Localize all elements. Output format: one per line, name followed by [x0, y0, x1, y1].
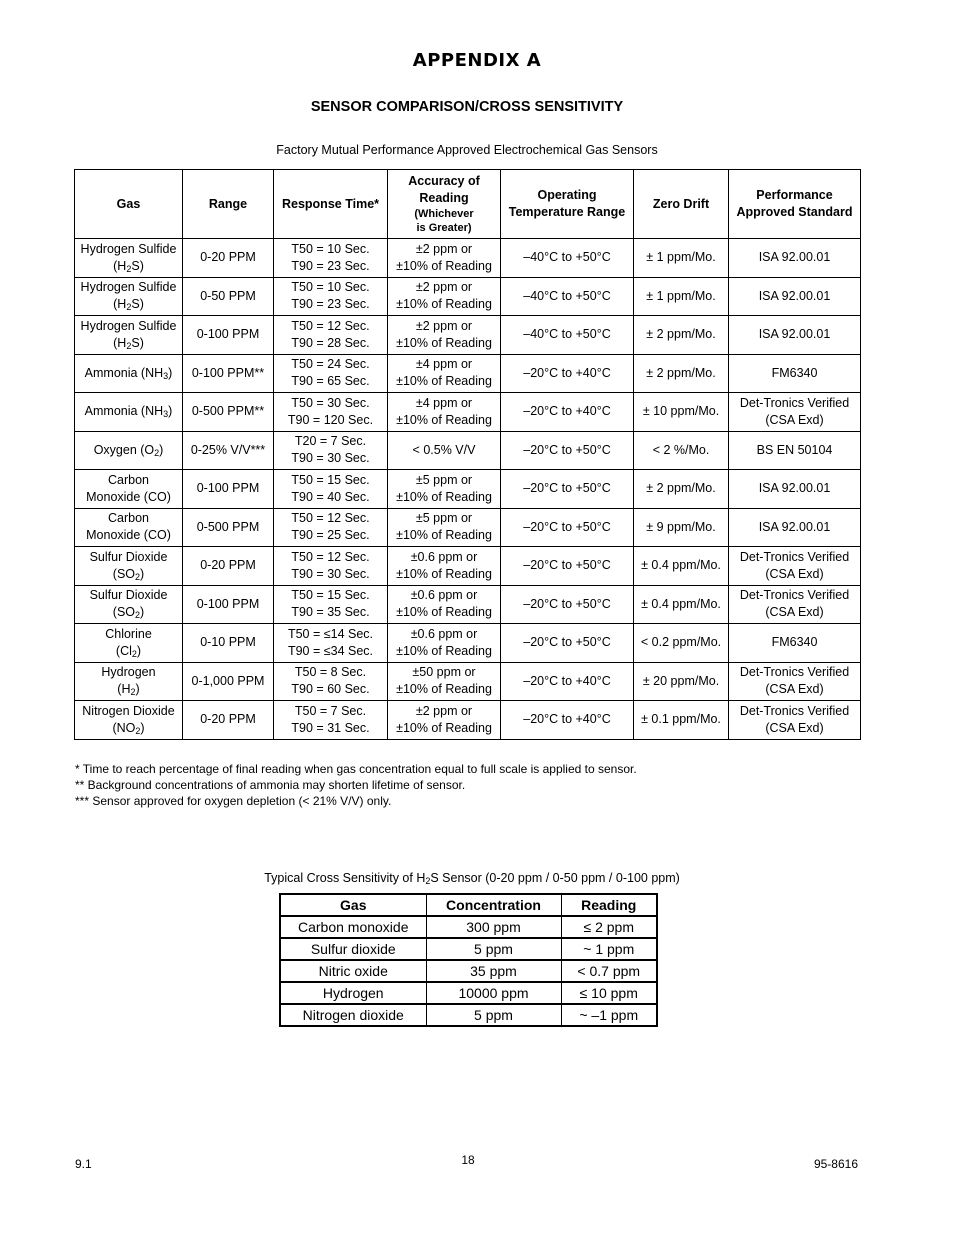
zero-drift-cell: ± 9 ppm/Mo. [634, 508, 729, 547]
gas-cell [75, 239, 183, 278]
cross-header-gas: Gas [280, 894, 426, 916]
zero-drift-cell: < 0.2 ppm/Mo. [634, 624, 729, 663]
table-row [280, 960, 657, 982]
accuracy-line2: ±10% of Reading [396, 374, 492, 389]
zero-drift-cell: ± 2 ppm/Mo. [634, 354, 729, 393]
temperature-cell: –40°C to +50°C [501, 239, 634, 278]
gas-cell [75, 624, 183, 663]
accuracy-line1: ±2 ppm or [415, 703, 473, 718]
response-t90: T90 = ≤34 Sec. [287, 643, 374, 658]
accuracy-line2: ±10% of Reading [396, 643, 492, 658]
response-t90: T90 = 28 Sec. [291, 335, 370, 350]
range-cell: 0-20 PPM [183, 239, 274, 278]
gas-name-line2: Monoxide (CO) [86, 489, 171, 504]
page-number: 18 [461, 1153, 475, 1167]
gas-formula-subscript: 2 [135, 571, 141, 582]
table-row [75, 431, 861, 470]
response-t50: T50 = 30 Sec. [291, 395, 370, 410]
gas-name-suffix: S) [131, 258, 144, 273]
revision-number: 9.1 [75, 1157, 92, 1171]
zero-drift-cell: ± 2 ppm/Mo. [634, 470, 729, 509]
cross-caption-part: S Sensor (0-20 ppm / 0-50 ppm / 0-100 ppm) [430, 871, 680, 885]
gas-name-line2: (H [117, 682, 131, 697]
header-temperature-line1: Operating [537, 188, 597, 202]
document-number: 95-8616 [813, 1157, 858, 1171]
range-cell: 0-20 PPM [183, 701, 274, 740]
temperature-cell: –40°C to +50°C [501, 277, 634, 316]
gas-formula-subscript: 2 [130, 687, 136, 698]
gas-cell [75, 393, 183, 432]
header-accuracy [388, 170, 501, 239]
standard-cell [729, 393, 861, 432]
gas-name-line2: (SO [112, 605, 136, 620]
gas-name-line2: Monoxide (CO) [86, 528, 171, 543]
cross-caption-subscript: 2 [425, 876, 431, 886]
section-title: SENSOR COMPARISON/CROSS SENSITIVITY [310, 99, 624, 115]
table-row [75, 354, 861, 393]
range-cell: 0-100 PPM [183, 316, 274, 355]
header-standard-line1: Performance [756, 188, 833, 202]
range-cell: 0-25% V/V*** [183, 431, 274, 470]
range-cell: 0-500 PPM [183, 508, 274, 547]
header-gas: Gas [75, 170, 183, 239]
cross-gas-cell: Nitrogen dioxide [280, 1004, 426, 1026]
accuracy-line1: ±50 ppm or [412, 665, 476, 680]
range-cell: 0-100 PPM** [183, 354, 274, 393]
response-t90: T90 = 23 Sec. [291, 258, 370, 273]
gas-cell [75, 277, 183, 316]
header-zero-drift: Zero Drift [634, 170, 729, 239]
response-time-cell [274, 277, 388, 316]
accuracy-line1: ±2 ppm or [415, 318, 473, 333]
cross-reading-cell: ~ –1 ppm [561, 1004, 657, 1026]
accuracy-line2: ±10% of Reading [396, 566, 492, 581]
cross-concentration-cell: 10000 ppm [426, 982, 561, 1004]
response-t50: T50 = 7 Sec. [294, 703, 367, 718]
accuracy-cell [388, 393, 501, 432]
table-row [280, 1004, 657, 1026]
gas-name-line2: Oxygen (O [93, 442, 155, 457]
gas-name-line2: (H [113, 335, 127, 350]
response-time-cell [274, 316, 388, 355]
accuracy-cell [388, 354, 501, 393]
accuracy-line1: ±0.6 ppm or [410, 626, 478, 641]
response-t90: T90 = 120 Sec. [287, 412, 374, 427]
accuracy-line1: ±2 ppm or [415, 280, 473, 295]
cross-concentration-cell: 300 ppm [426, 916, 561, 938]
accuracy-line1: ±2 ppm or [415, 241, 473, 256]
footnotes [75, 761, 637, 809]
response-t90: T90 = 35 Sec. [291, 605, 370, 620]
gas-name-suffix: ) [159, 442, 164, 457]
standard-line2: (CSA Exd) [765, 682, 824, 697]
gas-name-suffix: ) [135, 682, 140, 697]
response-t50: T50 = 15 Sec. [291, 588, 370, 603]
standard-line1: Det-Tronics Verified [739, 665, 850, 680]
standard-line1: FM6340 [771, 365, 818, 380]
response-t90: T90 = 25 Sec. [291, 528, 370, 543]
cross-header-row [280, 894, 657, 916]
temperature-cell: –40°C to +50°C [501, 316, 634, 355]
range-cell: 0-100 PPM [183, 585, 274, 624]
response-t50: T50 = ≤14 Sec. [287, 626, 374, 641]
table-row [280, 982, 657, 1004]
footnote: * Time to reach percentage of final reading when gas concentration equal to full scale is applied to sensor. [75, 762, 637, 776]
gas-name-suffix: ) [140, 605, 145, 620]
zero-drift-cell: ± 2 ppm/Mo. [634, 316, 729, 355]
cross-reading-cell: ≤ 10 ppm [561, 982, 657, 1004]
gas-name-line2: (NO [112, 720, 136, 735]
table-row [75, 547, 861, 586]
table-row [75, 316, 861, 355]
accuracy-cell [388, 624, 501, 663]
accuracy-line1: < 0.5% V/V [412, 442, 476, 457]
gas-formula-subscript: 2 [126, 263, 132, 274]
zero-drift-cell: ± 10 ppm/Mo. [634, 393, 729, 432]
gas-name-line1: Hydrogen Sulfide [80, 280, 177, 295]
standard-cell [729, 585, 861, 624]
standard-line2: (CSA Exd) [765, 720, 824, 735]
gas-name-suffix: ) [168, 404, 173, 419]
response-t90: T90 = 65 Sec. [291, 374, 370, 389]
accuracy-line2: ±10% of Reading [396, 682, 492, 697]
temperature-cell: –20°C to +40°C [501, 701, 634, 740]
zero-drift-cell: < 2 %/Mo. [634, 431, 729, 470]
gas-cell [75, 547, 183, 586]
response-time-cell [274, 354, 388, 393]
response-t50: T50 = 15 Sec. [291, 472, 370, 487]
cross-table-caption [0, 871, 944, 885]
cross-reading-cell: ~ 1 ppm [561, 938, 657, 960]
response-t50: T20 = 7 Sec. [294, 434, 367, 449]
standard-line1: ISA 92.00.01 [758, 288, 831, 303]
gas-cell [75, 431, 183, 470]
accuracy-cell [388, 585, 501, 624]
range-cell: 0-10 PPM [183, 624, 274, 663]
accuracy-line1: ±5 ppm or [415, 472, 473, 487]
standard-line1: BS EN 50104 [756, 442, 833, 457]
gas-name-line1: Hydrogen Sulfide [80, 318, 177, 333]
accuracy-line2: ±10% of Reading [396, 297, 492, 312]
cross-sensitivity-table [279, 893, 658, 1027]
accuracy-line1: ±4 ppm or [415, 395, 473, 410]
table-row [280, 916, 657, 938]
standard-line1: ISA 92.00.01 [758, 327, 831, 342]
gas-cell [75, 316, 183, 355]
standard-cell [729, 470, 861, 509]
gas-formula-subscript: 2 [126, 340, 132, 351]
gas-name-line2: Ammonia (NH [84, 365, 164, 380]
standard-cell [729, 354, 861, 393]
response-time-cell [274, 624, 388, 663]
gas-cell [75, 662, 183, 701]
standard-cell [729, 316, 861, 355]
accuracy-cell [388, 316, 501, 355]
response-t90: T90 = 30 Sec. [291, 566, 370, 581]
header-row [75, 170, 861, 239]
standard-cell [729, 624, 861, 663]
standard-cell [729, 277, 861, 316]
gas-name-line2: (Cl [115, 643, 132, 658]
accuracy-line2: ±10% of Reading [396, 720, 492, 735]
zero-drift-cell: ± 0.1 ppm/Mo. [634, 701, 729, 740]
response-time-cell [274, 470, 388, 509]
response-time-cell [274, 585, 388, 624]
appendix-title: APPENDIX A [412, 50, 542, 71]
accuracy-line2: ±10% of Reading [396, 528, 492, 543]
gas-formula-subscript: 2 [131, 648, 137, 659]
gas-name-line1: Nitrogen Dioxide [82, 703, 175, 718]
gas-name-line1: Carbon [108, 472, 149, 487]
main-table-caption: Factory Mutual Performance Approved Electrochemical Gas Sensors [276, 143, 658, 157]
gas-cell [75, 470, 183, 509]
cross-gas-cell: Nitric oxide [280, 960, 426, 982]
cross-concentration-cell: 35 ppm [426, 960, 561, 982]
header-temperature [501, 170, 634, 239]
header-response-time: Response Time* [274, 170, 388, 239]
zero-drift-cell: ± 1 ppm/Mo. [634, 277, 729, 316]
gas-name-line2: (SO [112, 566, 136, 581]
table-row [75, 508, 861, 547]
gas-formula-subscript: 2 [126, 302, 132, 313]
response-t50: T50 = 10 Sec. [291, 280, 370, 295]
gas-formula-subscript: 3 [163, 370, 169, 381]
accuracy-line1: ±5 ppm or [415, 511, 473, 526]
accuracy-line2: ±10% of Reading [396, 258, 492, 273]
accuracy-line2: ±10% of Reading [396, 335, 492, 350]
standard-line1: ISA 92.00.01 [758, 519, 831, 534]
header-standard-line2: Approved Standard [736, 205, 853, 219]
gas-name-suffix: ) [136, 643, 142, 658]
gas-name-line2: (H [113, 258, 127, 273]
response-t90: T90 = 60 Sec. [291, 682, 370, 697]
table-row [75, 585, 861, 624]
gas-name-line1: Sulfur Dioxide [89, 588, 168, 603]
zero-drift-cell: ± 20 ppm/Mo. [634, 662, 729, 701]
response-time-cell [274, 701, 388, 740]
range-cell: 0-500 PPM** [183, 393, 274, 432]
gas-cell [75, 585, 183, 624]
standard-line1: Det-Tronics Verified [739, 549, 850, 564]
header-accuracy-note1: (Whichever [414, 208, 474, 220]
standard-cell [729, 701, 861, 740]
zero-drift-cell: ± 0.4 ppm/Mo. [634, 547, 729, 586]
cross-gas-cell: Carbon monoxide [280, 916, 426, 938]
header-accuracy-line2: Reading [419, 191, 469, 205]
gas-name-suffix: ) [140, 720, 145, 735]
gas-cell [75, 508, 183, 547]
header-accuracy-line1: Accuracy of [408, 174, 480, 188]
standard-cell [729, 662, 861, 701]
accuracy-line2: ±10% of Reading [396, 489, 492, 504]
zero-drift-cell: ± 1 ppm/Mo. [634, 239, 729, 278]
response-t50: T50 = 8 Sec. [294, 665, 367, 680]
standard-line1: ISA 92.00.01 [758, 250, 831, 265]
range-cell: 0-50 PPM [183, 277, 274, 316]
accuracy-line1: ±0.6 ppm or [410, 549, 478, 564]
cross-gas-cell: Sulfur dioxide [280, 938, 426, 960]
cross-caption-part: Typical Cross Sensitivity of H [264, 871, 426, 885]
gas-name-suffix: ) [140, 566, 145, 581]
table-row [75, 393, 861, 432]
standard-line2: (CSA Exd) [765, 605, 824, 620]
gas-cell [75, 354, 183, 393]
gas-name-line1: Hydrogen [101, 665, 156, 680]
response-time-cell [274, 662, 388, 701]
accuracy-cell [388, 701, 501, 740]
header-standard [729, 170, 861, 239]
gas-name-line2: Ammonia (NH [84, 404, 164, 419]
accuracy-cell [388, 662, 501, 701]
cross-gas-cell: Hydrogen [280, 982, 426, 1004]
gas-name-line2: (H [113, 297, 127, 312]
response-time-cell [274, 239, 388, 278]
accuracy-line2: ±10% of Reading [396, 412, 492, 427]
response-time-cell [274, 431, 388, 470]
cross-concentration-cell: 5 ppm [426, 1004, 561, 1026]
table-row [75, 701, 861, 740]
response-t90: T90 = 31 Sec. [291, 720, 370, 735]
response-time-cell [274, 393, 388, 432]
table-row [280, 938, 657, 960]
cross-concentration-cell: 5 ppm [426, 938, 561, 960]
accuracy-cell [388, 508, 501, 547]
range-cell: 0-20 PPM [183, 547, 274, 586]
response-t90: T90 = 23 Sec. [291, 297, 370, 312]
gas-name-line1: Carbon [108, 511, 149, 526]
standard-cell [729, 508, 861, 547]
gas-cell [75, 701, 183, 740]
standard-line1: ISA 92.00.01 [758, 481, 831, 496]
gas-name-suffix: ) [168, 365, 173, 380]
response-t90: T90 = 40 Sec. [291, 489, 370, 504]
accuracy-line1: ±0.6 ppm or [410, 588, 478, 603]
temperature-cell: –20°C to +50°C [501, 470, 634, 509]
standard-line2: (CSA Exd) [765, 566, 824, 581]
temperature-cell: –20°C to +40°C [501, 662, 634, 701]
response-t50: T50 = 12 Sec. [291, 549, 370, 564]
response-time-cell [274, 508, 388, 547]
header-temperature-line2: Temperature Range [508, 205, 626, 219]
gas-formula-subscript: 2 [135, 725, 141, 736]
range-cell: 0-100 PPM [183, 470, 274, 509]
table-row [75, 662, 861, 701]
temperature-cell: –20°C to +50°C [501, 431, 634, 470]
standard-line1: Det-Tronics Verified [739, 588, 850, 603]
sensor-comparison-table [74, 169, 861, 740]
response-t90: T90 = 30 Sec. [291, 451, 370, 466]
standard-line1: Det-Tronics Verified [739, 395, 850, 410]
header-accuracy-note2: is Greater) [416, 222, 472, 234]
response-t50: T50 = 10 Sec. [291, 241, 370, 256]
temperature-cell: –20°C to +50°C [501, 585, 634, 624]
standard-line1: Det-Tronics Verified [739, 703, 850, 718]
standard-cell [729, 547, 861, 586]
gas-name-line1: Chlorine [105, 626, 152, 641]
header-range: Range [183, 170, 274, 239]
temperature-cell: –20°C to +50°C [501, 624, 634, 663]
footnote: *** Sensor approved for oxygen depletion (< 21% V/V) only. [75, 794, 392, 808]
response-t50: T50 = 12 Sec. [291, 318, 370, 333]
table-row [75, 470, 861, 509]
temperature-cell: –20°C to +50°C [501, 547, 634, 586]
gas-formula-subscript: 2 [135, 610, 141, 621]
cross-header-reading: Reading [561, 894, 657, 916]
standard-cell [729, 431, 861, 470]
footnote: ** Background concentrations of ammonia may shorten lifetime of sensor. [75, 778, 466, 792]
accuracy-cell [388, 239, 501, 278]
gas-name-line1: Sulfur Dioxide [89, 549, 168, 564]
standard-line1: FM6340 [771, 635, 818, 650]
temperature-cell: –20°C to +40°C [501, 354, 634, 393]
cross-header-concentration: Concentration [426, 894, 561, 916]
accuracy-line1: ±4 ppm or [415, 357, 473, 372]
gas-name-suffix: S) [131, 335, 144, 350]
accuracy-line2: ±10% of Reading [396, 605, 492, 620]
standard-line2: (CSA Exd) [765, 412, 824, 427]
accuracy-cell [388, 547, 501, 586]
zero-drift-cell: ± 0.4 ppm/Mo. [634, 585, 729, 624]
accuracy-cell [388, 277, 501, 316]
table-row [75, 277, 861, 316]
response-time-cell [274, 547, 388, 586]
accuracy-cell [388, 470, 501, 509]
cross-reading-cell: ≤ 2 ppm [561, 916, 657, 938]
table-row [75, 624, 861, 663]
gas-formula-subscript: 3 [163, 409, 169, 420]
table-row [75, 239, 861, 278]
standard-cell [729, 239, 861, 278]
accuracy-cell [388, 431, 501, 470]
gas-name-line1: Hydrogen Sulfide [80, 241, 177, 256]
temperature-cell: –20°C to +40°C [501, 393, 634, 432]
temperature-cell: –20°C to +50°C [501, 508, 634, 547]
gas-formula-subscript: 2 [154, 447, 160, 458]
range-cell: 0-1,000 PPM [183, 662, 274, 701]
cross-reading-cell: < 0.7 ppm [561, 960, 657, 982]
gas-name-suffix: S) [131, 297, 144, 312]
response-t50: T50 = 24 Sec. [291, 357, 370, 372]
response-t50: T50 = 12 Sec. [291, 511, 370, 526]
